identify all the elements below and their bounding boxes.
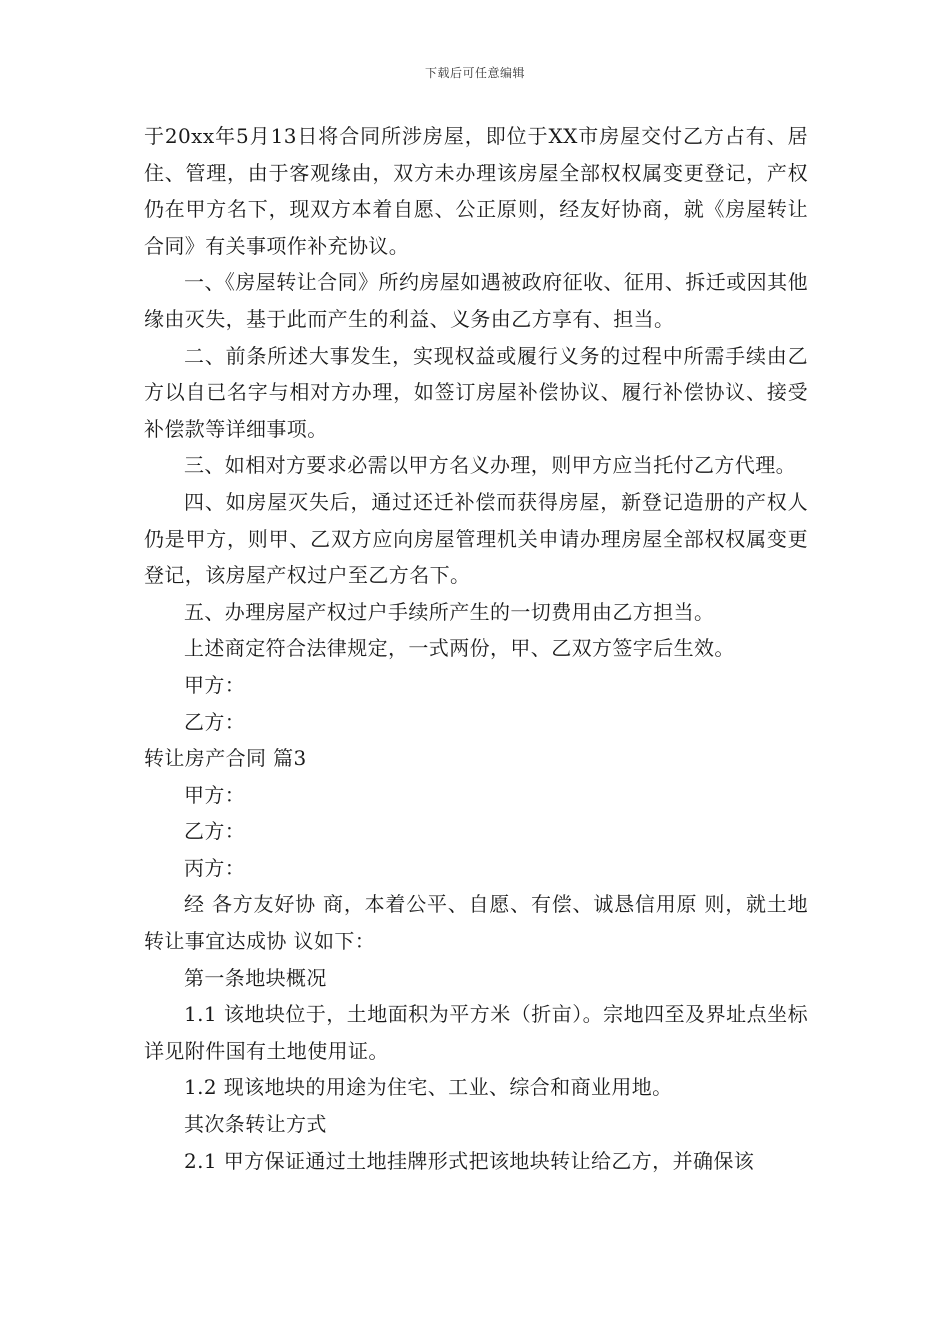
clause-4: 四、如房屋灭失后，通过还迁补偿而获得房屋，新登记造册的产权人仍是甲方，则甲、乙双方应向房屋管理机关申请办理房屋全部权权属变更登记，该房屋产权过户至乙方名下。 bbox=[144, 489, 808, 588]
section-title: 转让房产合同 篇3 bbox=[144, 746, 307, 771]
effectiveness-statement: 上述商定符合法律规定，一式两份，甲、乙双方签字后生效。 bbox=[184, 636, 735, 661]
clause-1: 一、《房屋转让合同》所约房屋如遇被政府征收、征用、拆迁或因其他缘由灭失，基于此而产生的利益、义务由乙方享有、担当。 bbox=[144, 270, 808, 331]
party-a-line: 甲方： bbox=[184, 782, 246, 807]
party-b-signature-line: 乙方： bbox=[184, 709, 246, 734]
clause-3: 三、如相对方要求必需以甲方名义办理，则甲方应当托付乙方代理。 bbox=[184, 453, 796, 478]
agreement-preamble: 经 各方友好协 商，本着公平、自愿、有偿、诚恳信用原 则，就土地转让事宜达成协 议如下： bbox=[144, 892, 808, 954]
article-1-heading: 第一条地块概况 bbox=[184, 965, 327, 990]
article-2-1: 2.1 甲方保证通过土地挂牌形式把该地块转让给乙方，并确保该 bbox=[184, 1148, 755, 1173]
party-c-line: 丙方： bbox=[184, 855, 246, 880]
article-2-heading: 其次条转让方式 bbox=[184, 1112, 327, 1137]
paragraph-intro: 于20xx年5月13日将合同所涉房屋，即位于XX市房屋交付乙方占有、居住、管理，由于客观缘由，双方未办理该房屋全部权权属变更登记，产权仍在甲方名下，现双方本着自愿、公正原则，经友好协商，就《房屋转让合同》有关事项作补充协议。 bbox=[144, 124, 808, 258]
party-b-line: 乙方： bbox=[184, 819, 246, 844]
article-1-2: 1.2 现该地块的用途为住宅、工业、综合和商业用地。 bbox=[184, 1075, 673, 1100]
clause-5: 五、办理房屋产权过户手续所产生的一切费用由乙方担当。 bbox=[184, 599, 715, 624]
article-1-1: 1.1 该地块位于，土地面积为平方米（折亩）。宗地四至及界址点坐标详见附件国有土地使用证。 bbox=[144, 1002, 808, 1063]
party-a-signature-line: 甲方： bbox=[184, 672, 246, 697]
document-body bbox=[144, 118, 808, 1179]
clause-2: 二、前条所述大事发生，实现权益或履行义务的过程中所需手续由乙方以自已名字与相对方办理，如签订房屋补偿协议、履行补偿协议、接受补偿款等详细事项。 bbox=[144, 343, 808, 441]
page-header: 下载后可任意编辑 bbox=[424, 66, 525, 80]
